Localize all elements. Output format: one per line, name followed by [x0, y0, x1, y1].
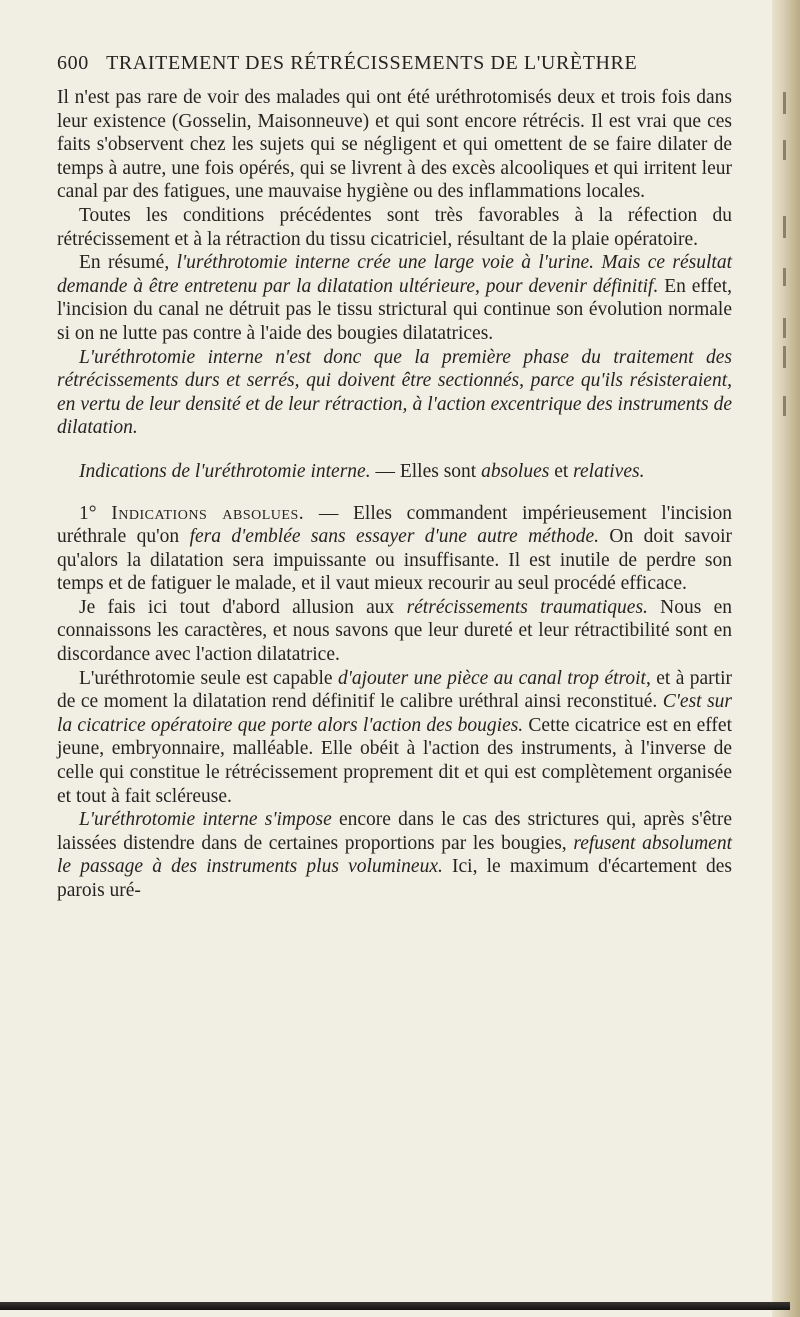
p6-emphasis: fera d'emblée sans essayer d'une autre méthode.: [189, 526, 600, 548]
p8-lead: L'uréthrotomie seule est capable: [79, 667, 338, 689]
p8-emphasis-1: d'ajouter une pièce au canal trop étroit: [337, 667, 646, 689]
p3-emphasis: l'uréthrotomie interne crée une large voie à l'urine. Mais ce résultat demande à être entretenu par la dilatation ultérieure, pour devenir définitif.: [57, 252, 732, 297]
paragraph-3: [57, 251, 732, 345]
section-heading-indications: Indications de l'uréthrotomie interne.: [79, 460, 371, 482]
p6-number: 1°: [79, 502, 112, 524]
paragraph-2: Toutes les conditions précédentes sont très favorables à la réfection du rétrécissement et à la rétraction du tissu cicatriciel, résultant de la plaie opératoire.: [57, 204, 732, 250]
p5-text: — Elles sont: [370, 460, 482, 482]
spacer: [57, 484, 732, 502]
p8-emphasis-2: C'est sur la cicatrice opératoire que porte alors l'action des bougies.: [57, 691, 733, 736]
p6-rest: On doit savoir qu'alors la dilatation sera impuissante ou insuffisante. Il est inutile de perdre son temps et de fatiguer le malade, et il vaut mieux recourir au seul procédé efficace.: [57, 526, 733, 595]
page-edge-shadow: [772, 0, 800, 1317]
running-title: TRAITEMENT DES RÉTRÉCISSEMENTS DE L'URÈTHRE: [106, 52, 638, 74]
paragraph-7: [57, 596, 732, 667]
p7-rest: Nous en connaissons les caractères, et nous savons que leur dureté et leur rétractibilité sont en discordance avec l'action dilatatrice.: [57, 596, 733, 666]
p4-emphasis: L'uréthrotomie interne n'est donc que la première phase du traitement des rétrécissements durs et serrés, qui doivent être sectionnés, parce qu'ils résisteraient, en vertu de leur densité et de leur rétraction, à l'action excentrique des instruments de dilatation.: [57, 346, 732, 439]
spacer: [57, 440, 732, 460]
p5-absolues: absolues: [481, 460, 550, 482]
p9-emphasis-1: L'uréthrotomie interne s'impose: [79, 809, 332, 831]
body-text: [57, 86, 732, 903]
p7-lead: Je fais ici tout d'abord allusion aux: [79, 596, 407, 618]
p7-emphasis: rétrécissements traumatiques.: [406, 596, 648, 618]
p6-text: — Elles commandent impérieusement l'incision uréthrale qu'on: [57, 502, 732, 548]
p5-et: et: [549, 460, 574, 482]
subsection-heading-absolues: Indications absolues.: [111, 502, 305, 524]
paragraph-9: [57, 808, 732, 902]
p9-emphasis-2: refusent absolument le passage à des instruments plus volumineux.: [57, 832, 732, 878]
p8-middle: , et à partir de ce moment la dilatation rend définitif le calibre uréthral ainsi reconstitué.: [57, 667, 732, 713]
paragraph-8: [57, 667, 732, 809]
bottom-border: [0, 1302, 790, 1310]
p9-rest: Ici, le maximum d'écartement des parois uré-: [57, 856, 733, 901]
paragraph-6: [57, 502, 732, 596]
running-header: [57, 52, 697, 75]
page-number: 600: [57, 52, 89, 74]
p8-rest: Cette cicatrice est en effet jeune, embryonnaire, malléable. Elle obéit à l'action des instruments, à l'inverse de celle qui constitue le rétrécissement proprement dit et qui est complètement organisée et tout à fait scléreuse.: [57, 714, 732, 807]
paragraph-1: Il n'est pas rare de voir des malades qui ont été uréthrotomisés deux et trois fois dans leur existence (Gosselin, Maisonneuve) et qui sont encore rétrécis. Il est vrai que ces faits s'observent chez les sujets qui se négligent et qui omettent de se faire dilater de temps à autre, une fois opérés, qui se livrent à des excès alcooliques et qui irritent leur canal par des fatigues, une mauvaise hygiène ou des inflammations locales.: [57, 87, 732, 203]
p9-middle: encore dans le cas des strictures qui, après s'être laissées distendre dans de certaines proportions par les bougies,: [57, 809, 732, 854]
p3-lead: En résumé,: [79, 252, 177, 274]
p5-relatives: relatives.: [573, 460, 645, 482]
paragraph-4: [57, 346, 732, 440]
p3-rest: En effet, l'incision du canal ne détruit pas le tissu strictural qui continue son évolution normale si on ne lutte pas contre à l'aide des bougies dilatatrices.: [57, 275, 733, 344]
paragraph-5: [57, 460, 732, 484]
